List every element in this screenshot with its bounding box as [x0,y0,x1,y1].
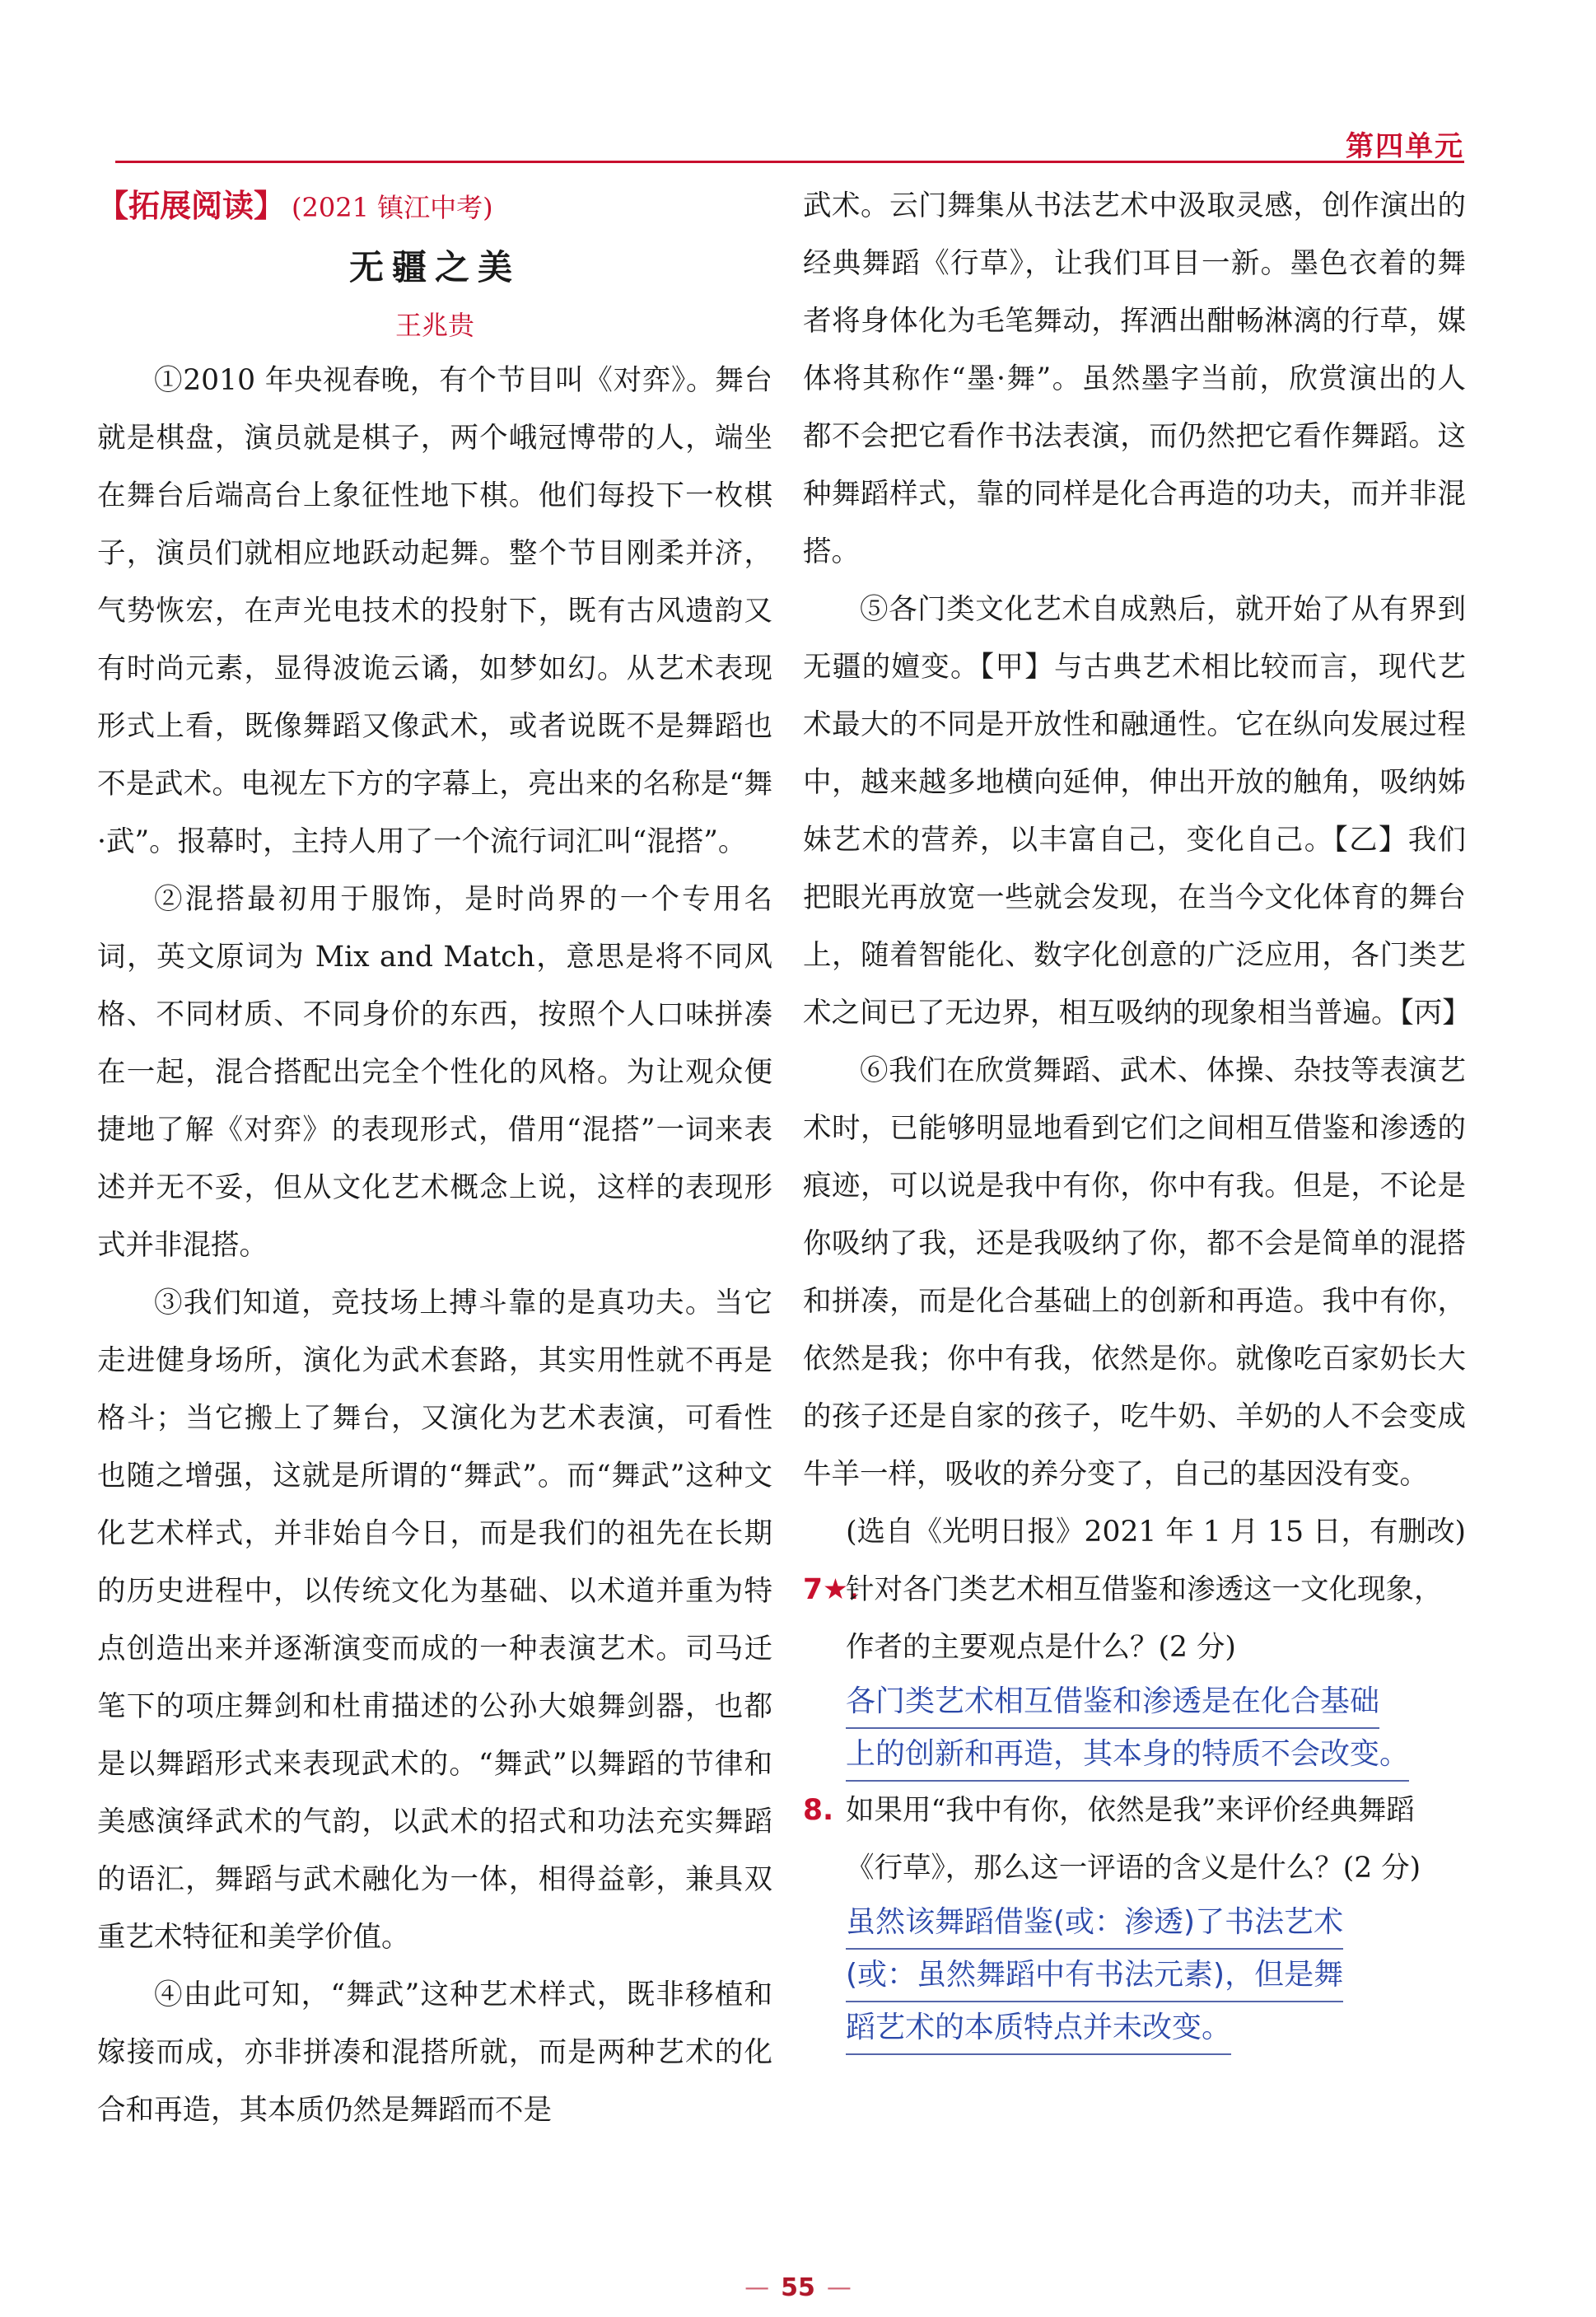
page-number-dash-right: — [826,2273,852,2302]
answer-7-line-2: 上的创新和再造，其本身的特质不会改变。 [846,1729,1409,1782]
left-column [97,177,772,2139]
answer-7-line-1: 各门类艺术相互借鉴和渗透是在化合基础 [846,1676,1379,1729]
paragraph-5: ⑤各门类文化艺术自成熟后，就开始了从有界到无疆的嬗变。【甲】与古典艺术相比较而言，现代艺术最大的不同是开放性和融通性。它在纵向发展过程中，越来越多地横向延伸，伸出开放的触角，吸纳姊妹艺术的营养，以丰富自己，变化自己。【乙】我们把眼光再放宽一些就会发现，在当今文化体育的舞台上，随着智能化、数字化创意的广泛应用，各门类艺术之间已了无边界，相互吸纳的现象相当普遍。【丙】 [803,593,1471,1030]
answer-8-line-3: 蹈艺术的本质特点并未改变。 [846,2002,1231,2055]
page-number-value: 55 [781,2273,815,2302]
paragraph-1: ①2010 年央视春晚，有个节目叫《对弈》。舞台就是棋盘，演员就是棋子，两个峨冠博带的人，端坐在舞台后端高台上象征性地下棋。他们每投下一枚棋子，演员们就相应地跃动起舞。整个节目刚柔并济，气势恢宏，在声光电技术的投射下，既有古风遗韵又有时尚元素，显得波诡云谲，如梦如幻。从艺术表现形式上看，既像舞蹈又像武术，或者说既不是舞蹈也不是武术。电视左下方的字幕上，亮出来的名称是“舞·武”。报幕时，主持人用了一个流行词汇叫“混搭”。 [97,364,772,858]
article-title: 无疆之美 [348,247,520,287]
question-8-text: 如果用“我中有你，依然是我”来评价经典舞蹈《行草》，那么这一评语的含义是什么？(2 分) [846,1794,1421,1885]
answer-7 [846,1676,1466,1782]
section-heading [97,177,772,236]
answer-8-line-1: 虽然该舞蹈借鉴(或：渗透)了书法艺术 [846,1897,1343,1950]
section-label: 【拓展阅读】 [97,188,286,224]
answer-8 [846,1897,1466,2055]
paragraph-3: ③我们知道，竞技场上搏斗靠的是真功夫。当它走进健身场所，演化为武术套路，其实用性就不再是格斗；当它搬上了舞台，又演化为艺术表演，可看性也随之增强，这就是所谓的“舞武”。而“舞武”这种文化艺术样式，并非始自今日，而是我们的祖先在长期的历史进程中，以传统文化为基础、以术道并重为特点创造出来并逐渐演变而成的一种表演艺术。司马迁笔下的项庄舞剑和杜甫描述的公孙大娘舞剑器，也都是以舞蹈形式来表现武术的。“舞武”以舞蹈的节律和美感演绎武术的气韵，以武术的招式和功法充实舞蹈的语汇，舞蹈与武术融化为一体，相得益彰，兼具双重艺术特征和美学价值。 [97,1287,772,1954]
citation: (选自《光明日报》2021 年 1 月 15 日，有删改) [846,1516,1466,1549]
section-source: (2021 镇江中考) [292,192,493,223]
right-column [803,177,1471,2055]
answer-8-line-2: (或：虽然舞蹈中有书法元素)，但是舞 [846,1950,1343,2002]
paragraph-4-continued: 武术。云门舞集从书法艺术中汲取灵感，创作演出的经典舞蹈《行草》，让我们耳目一新。墨色衣着的舞者将身体化为毛笔舞动，挥洒出酣畅淋漓的行草，媒体将其称作“墨·舞”。虽然墨字当前，欣赏演出的人都不会把它看作书法表演，而仍然把它看作舞蹈。这种舞蹈样式，靠的同样是化合再造的功夫，而并非混搭。 [803,189,1466,568]
page-number-dash-left: — [744,2273,770,2302]
unit-title: 第四单元 [1346,130,1464,163]
question-7-text: 针对各门类艺术相互借鉴和渗透这一文化现象，作者的主要观点是什么？(2 分) [846,1573,1443,1664]
article-author: 王兆贵 [394,310,474,341]
header-divider [115,161,1464,163]
paragraph-4: ④由此可知，“舞武”这种艺术样式，既非移植和嫁接而成，亦非拼凑和混搭所就，而是两种艺术的化合和再造，其本质仍然是舞蹈而不是 [97,1978,772,2127]
question-8-number: 8. [803,1794,834,1827]
paragraph-2: ②混搭最初用于服饰，是时尚界的一个专用名词，英文原词为 Mix and Match，意思是将不同风格、不同材质、不同身价的东西，按照个人口味拼凑在一起，混合搭配出完全个性化的风格。为让观众便捷地了解《对弈》的表现形式，借用“混搭”一词来表述并无不妥，但从文化艺术概念上说，这样的表现形式并非混搭。 [97,883,772,1262]
paragraph-6: ⑥我们在欣赏舞蹈、武术、体操、杂技等表演艺术时，已能够明显地看到它们之间相互借鉴和渗透的痕迹，可以说是我中有你，你中有我。但是，不论是你吸纳了我，还是我吸纳了你，都不会是简单的混搭和拼凑，而是化合基础上的创新和再造。我中有你，依然是我；你中有我，依然是你。就像吃百家奶长大的孩子还是自家的孩子，吃牛奶、羊奶的人不会变成牛羊一样，吸收的养分变了，自己的基因没有变。 [803,1054,1466,1491]
question-8 [803,1782,1466,1897]
question-7 [803,1561,1466,1676]
page-number [0,2273,1596,2302]
question-7-number: 7★. [803,1573,860,1606]
